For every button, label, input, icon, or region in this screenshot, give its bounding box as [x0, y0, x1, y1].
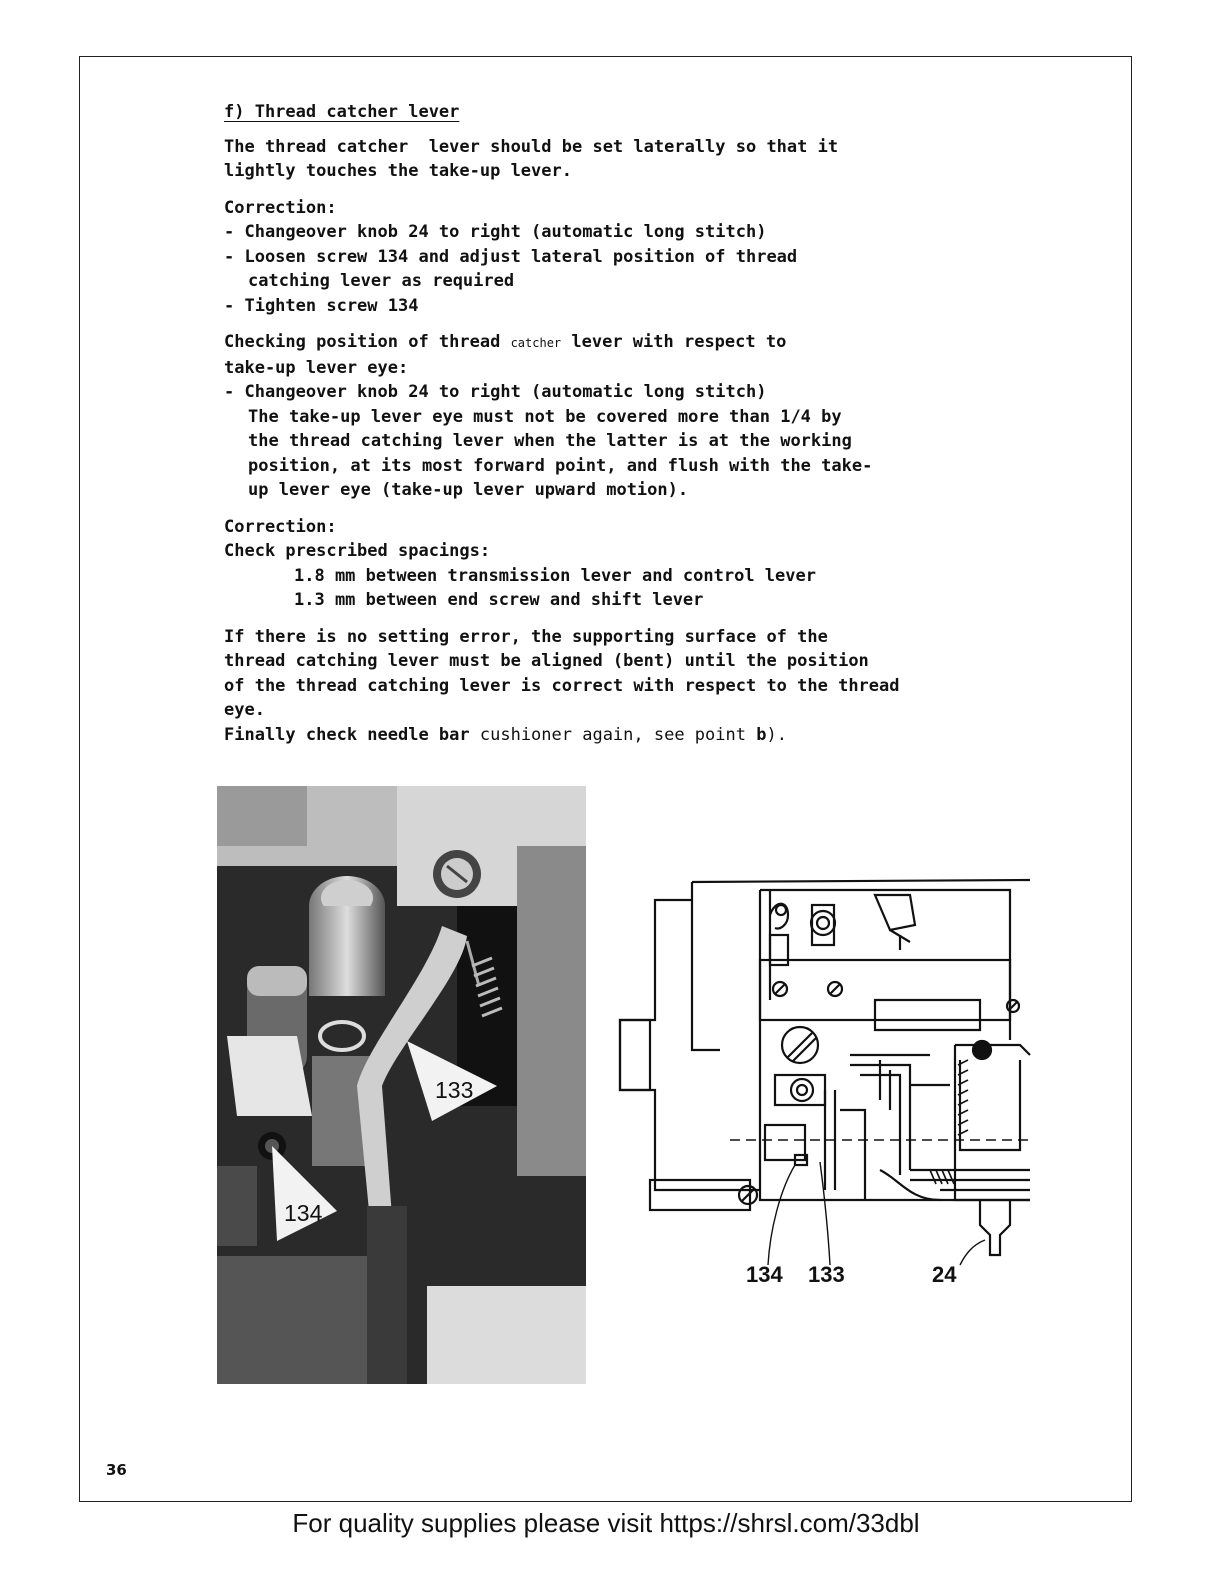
checking-line-end: lever with respect to — [561, 332, 787, 352]
correction-section-1 — [224, 196, 1004, 319]
checking-line — [224, 330, 1004, 356]
intro-line: lightly touches the take-up lever. — [224, 161, 572, 181]
photo-label-134: 134 — [284, 1200, 323, 1226]
correction-title: Correction: — [224, 516, 337, 537]
page-number: 36 — [106, 1461, 127, 1479]
checking-line-small: catcher — [510, 336, 562, 350]
checking-line: position, at its most forward point, and flush with the take- — [248, 455, 873, 476]
correction-step: - Changeover knob 24 to right (automatic long stitch) — [224, 222, 767, 242]
diagram-label-134: 134 — [746, 1262, 783, 1287]
checking-line: the thread catching lever when the latter is at the working — [248, 431, 852, 451]
spacing-spec: 1.8 mm between transmission lever and control lever — [294, 565, 816, 586]
checking-line: - Changeover knob 24 to right (automatic long stitch) — [224, 382, 767, 402]
final-line — [224, 723, 1004, 748]
checking-line: up lever eye (take-up lever upward motion). — [248, 480, 689, 500]
final-line: of the thread catching lever is correct with respect to the thread — [224, 675, 900, 696]
final-light: cushioner again, see point — [479, 724, 757, 745]
final-bold: Finally check needle bar — [224, 724, 480, 745]
correction-title: Correction: — [224, 197, 337, 218]
correction-step: catching lever as required — [248, 271, 515, 291]
checking-line: take-up lever eye: — [224, 357, 409, 378]
checking-section — [224, 330, 1004, 503]
final-end: ). — [766, 724, 787, 745]
footer-link-text: For quality supplies please visit https://shrsl.com/33dbl — [292, 1508, 920, 1538]
correction-step: - Loosen screw 134 and adjust lateral position of thread — [224, 246, 798, 267]
intro-line: The thread catcher lever should be set laterally so that it — [224, 136, 839, 157]
section-heading: f) Thread catcher lever — [224, 102, 460, 122]
final-section — [224, 625, 1004, 748]
photo-label-133: 133 — [435, 1077, 474, 1103]
diagram-label-133: 133 — [808, 1262, 845, 1287]
final-line: thread catching lever must be aligned (bent) until the position — [224, 651, 869, 671]
spacing-spec: 1.3 mm between end screw and shift lever — [294, 590, 704, 610]
intro-paragraph — [224, 135, 1004, 184]
checking-line-start: Checking position of thread — [224, 332, 511, 352]
mechanism-diagram — [610, 870, 1040, 1300]
checking-line: The take-up lever eye must not be covered more than 1/4 by — [248, 406, 842, 427]
mechanism-photo — [217, 786, 586, 1384]
correction-step: - Tighten screw 134 — [224, 295, 419, 316]
diagram-label-24: 24 — [932, 1262, 957, 1287]
correction-section-2 — [224, 515, 1004, 613]
instruction-text — [224, 100, 1004, 759]
final-point: b — [756, 724, 767, 745]
final-line: If there is no setting error, the supporting surface of the — [224, 626, 828, 647]
correction-step: Check prescribed spacings: — [224, 541, 491, 561]
final-line: eye. — [224, 700, 265, 720]
